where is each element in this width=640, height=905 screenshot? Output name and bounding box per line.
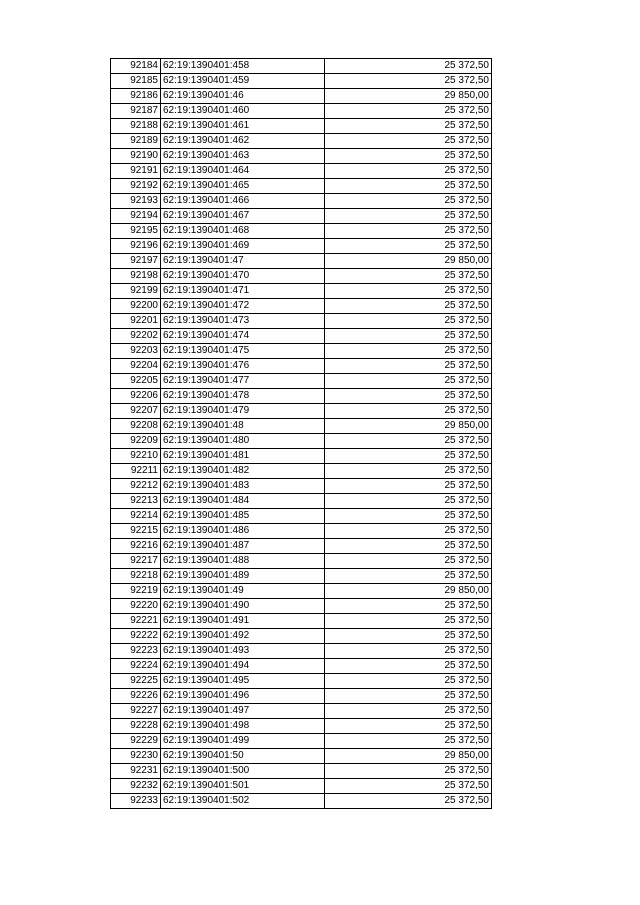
table-row (111, 449, 492, 464)
value-cell: 25 372,50 (325, 494, 492, 509)
value-cell: 25 372,50 (325, 704, 492, 719)
cadastral-number-cell: 62:19:1390401:491 (161, 614, 325, 629)
row-number-cell: 92220 (111, 599, 161, 614)
table-row (111, 74, 492, 89)
value-cell: 29 850,00 (325, 584, 492, 599)
row-number-cell: 92188 (111, 119, 161, 134)
cadastral-number-cell: 62:19:1390401:486 (161, 524, 325, 539)
value-cell: 25 372,50 (325, 179, 492, 194)
row-number-cell: 92209 (111, 434, 161, 449)
value-cell: 25 372,50 (325, 284, 492, 299)
row-number-cell: 92218 (111, 569, 161, 584)
row-number-cell: 92190 (111, 149, 161, 164)
value-cell: 25 372,50 (325, 359, 492, 374)
table-row (111, 209, 492, 224)
cadastral-number-cell: 62:19:1390401:461 (161, 119, 325, 134)
table-row (111, 194, 492, 209)
cadastral-number-cell: 62:19:1390401:490 (161, 599, 325, 614)
row-number-cell: 92208 (111, 419, 161, 434)
table-row (111, 59, 492, 74)
table-row (111, 614, 492, 629)
row-number-cell: 92197 (111, 254, 161, 269)
cadastral-number-cell: 62:19:1390401:477 (161, 374, 325, 389)
cadastral-number-cell: 62:19:1390401:467 (161, 209, 325, 224)
cadastral-number-cell: 62:19:1390401:463 (161, 149, 325, 164)
row-number-cell: 92222 (111, 629, 161, 644)
cadastral-number-cell: 62:19:1390401:496 (161, 689, 325, 704)
value-cell: 25 372,50 (325, 149, 492, 164)
table-row (111, 704, 492, 719)
table-row (111, 719, 492, 734)
table-row (111, 539, 492, 554)
cadastral-number-cell: 62:19:1390401:466 (161, 194, 325, 209)
value-cell: 25 372,50 (325, 794, 492, 809)
value-cell: 25 372,50 (325, 209, 492, 224)
row-number-cell: 92231 (111, 764, 161, 779)
value-cell: 25 372,50 (325, 224, 492, 239)
row-number-cell: 92207 (111, 404, 161, 419)
row-number-cell: 92233 (111, 794, 161, 809)
table-row (111, 404, 492, 419)
cadastral-number-cell: 62:19:1390401:488 (161, 554, 325, 569)
cadastral-number-cell: 62:19:1390401:474 (161, 329, 325, 344)
value-cell: 25 372,50 (325, 554, 492, 569)
row-number-cell: 92219 (111, 584, 161, 599)
cadastral-number-cell: 62:19:1390401:471 (161, 284, 325, 299)
value-cell: 25 372,50 (325, 434, 492, 449)
row-number-cell: 92217 (111, 554, 161, 569)
table-row (111, 644, 492, 659)
table-row (111, 344, 492, 359)
row-number-cell: 92230 (111, 749, 161, 764)
row-number-cell: 92200 (111, 299, 161, 314)
value-cell: 25 372,50 (325, 374, 492, 389)
row-number-cell: 92184 (111, 59, 161, 74)
table-row (111, 764, 492, 779)
value-cell: 25 372,50 (325, 464, 492, 479)
cadastral-number-cell: 62:19:1390401:465 (161, 179, 325, 194)
cadastral-number-cell: 62:19:1390401:464 (161, 164, 325, 179)
table-row (111, 239, 492, 254)
table-row (111, 389, 492, 404)
table-row (111, 779, 492, 794)
row-number-cell: 92185 (111, 74, 161, 89)
cadastral-number-cell: 62:19:1390401:485 (161, 509, 325, 524)
table-row (111, 224, 492, 239)
cadastral-number-cell: 62:19:1390401:459 (161, 74, 325, 89)
row-number-cell: 92229 (111, 734, 161, 749)
cadastral-number-cell: 62:19:1390401:472 (161, 299, 325, 314)
value-cell: 25 372,50 (325, 524, 492, 539)
table-row (111, 269, 492, 284)
value-cell: 25 372,50 (325, 509, 492, 524)
cadastral-number-cell: 62:19:1390401:498 (161, 719, 325, 734)
table-row (111, 554, 492, 569)
table-row (111, 89, 492, 104)
value-cell: 25 372,50 (325, 119, 492, 134)
value-cell: 25 372,50 (325, 569, 492, 584)
row-number-cell: 92194 (111, 209, 161, 224)
row-number-cell: 92191 (111, 164, 161, 179)
row-number-cell: 92215 (111, 524, 161, 539)
cadastral-number-cell: 62:19:1390401:478 (161, 389, 325, 404)
table-row (111, 599, 492, 614)
value-cell: 29 850,00 (325, 89, 492, 104)
cadastral-value-table (110, 58, 492, 809)
value-cell: 25 372,50 (325, 659, 492, 674)
value-cell: 25 372,50 (325, 734, 492, 749)
table-row (111, 329, 492, 344)
table-row (111, 509, 492, 524)
table-body (111, 59, 492, 809)
table-row (111, 119, 492, 134)
value-cell: 25 372,50 (325, 614, 492, 629)
cadastral-number-cell: 62:19:1390401:50 (161, 749, 325, 764)
value-cell: 25 372,50 (325, 539, 492, 554)
table-row (111, 689, 492, 704)
row-number-cell: 92203 (111, 344, 161, 359)
value-cell: 25 372,50 (325, 779, 492, 794)
row-number-cell: 92216 (111, 539, 161, 554)
value-cell: 25 372,50 (325, 329, 492, 344)
row-number-cell: 92213 (111, 494, 161, 509)
table-row (111, 134, 492, 149)
table-row (111, 479, 492, 494)
row-number-cell: 92196 (111, 239, 161, 254)
value-cell: 25 372,50 (325, 449, 492, 464)
row-number-cell: 92189 (111, 134, 161, 149)
row-number-cell: 92186 (111, 89, 161, 104)
cadastral-number-cell: 62:19:1390401:469 (161, 239, 325, 254)
value-cell: 25 372,50 (325, 479, 492, 494)
row-number-cell: 92226 (111, 689, 161, 704)
row-number-cell: 92211 (111, 464, 161, 479)
value-cell: 29 850,00 (325, 254, 492, 269)
cadastral-number-cell: 62:19:1390401:473 (161, 314, 325, 329)
value-cell: 25 372,50 (325, 689, 492, 704)
cadastral-number-cell: 62:19:1390401:49 (161, 584, 325, 599)
cadastral-number-cell: 62:19:1390401:480 (161, 434, 325, 449)
cadastral-number-cell: 62:19:1390401:501 (161, 779, 325, 794)
row-number-cell: 92214 (111, 509, 161, 524)
table-row (111, 794, 492, 809)
table-row (111, 629, 492, 644)
table-row (111, 374, 492, 389)
table-row (111, 584, 492, 599)
table-row (111, 164, 492, 179)
table-row (111, 179, 492, 194)
table-row (111, 659, 492, 674)
cadastral-number-cell: 62:19:1390401:487 (161, 539, 325, 554)
cadastral-number-cell: 62:19:1390401:47 (161, 254, 325, 269)
table-row (111, 359, 492, 374)
row-number-cell: 92201 (111, 314, 161, 329)
row-number-cell: 92232 (111, 779, 161, 794)
cadastral-number-cell: 62:19:1390401:460 (161, 104, 325, 119)
row-number-cell: 92206 (111, 389, 161, 404)
table-row (111, 284, 492, 299)
value-cell: 25 372,50 (325, 674, 492, 689)
cadastral-number-cell: 62:19:1390401:462 (161, 134, 325, 149)
table-row (111, 419, 492, 434)
row-number-cell: 92223 (111, 644, 161, 659)
cadastral-number-cell: 62:19:1390401:458 (161, 59, 325, 74)
row-number-cell: 92224 (111, 659, 161, 674)
table-row (111, 749, 492, 764)
cadastral-number-cell: 62:19:1390401:497 (161, 704, 325, 719)
cadastral-number-cell: 62:19:1390401:499 (161, 734, 325, 749)
value-cell: 25 372,50 (325, 404, 492, 419)
cadastral-number-cell: 62:19:1390401:46 (161, 89, 325, 104)
value-cell: 25 372,50 (325, 599, 492, 614)
row-number-cell: 92205 (111, 374, 161, 389)
row-number-cell: 92210 (111, 449, 161, 464)
table-row (111, 674, 492, 689)
value-cell: 25 372,50 (325, 269, 492, 284)
value-cell: 25 372,50 (325, 764, 492, 779)
table-row (111, 464, 492, 479)
value-cell: 25 372,50 (325, 59, 492, 74)
row-number-cell: 92199 (111, 284, 161, 299)
table-row (111, 434, 492, 449)
value-cell: 25 372,50 (325, 299, 492, 314)
cadastral-number-cell: 62:19:1390401:494 (161, 659, 325, 674)
row-number-cell: 92227 (111, 704, 161, 719)
value-cell: 29 850,00 (325, 749, 492, 764)
cadastral-number-cell: 62:19:1390401:482 (161, 464, 325, 479)
value-cell: 25 372,50 (325, 719, 492, 734)
cadastral-number-cell: 62:19:1390401:475 (161, 344, 325, 359)
cadastral-number-cell: 62:19:1390401:479 (161, 404, 325, 419)
table-row (111, 314, 492, 329)
cadastral-number-cell: 62:19:1390401:476 (161, 359, 325, 374)
table-row (111, 299, 492, 314)
cadastral-number-cell: 62:19:1390401:500 (161, 764, 325, 779)
table-row (111, 494, 492, 509)
table-row (111, 149, 492, 164)
row-number-cell: 92198 (111, 269, 161, 284)
cadastral-number-cell: 62:19:1390401:502 (161, 794, 325, 809)
value-cell: 25 372,50 (325, 314, 492, 329)
cadastral-number-cell: 62:19:1390401:492 (161, 629, 325, 644)
table-row (111, 254, 492, 269)
cadastral-number-cell: 62:19:1390401:495 (161, 674, 325, 689)
cadastral-number-cell: 62:19:1390401:493 (161, 644, 325, 659)
row-number-cell: 92228 (111, 719, 161, 734)
table-row (111, 524, 492, 539)
row-number-cell: 92212 (111, 479, 161, 494)
row-number-cell: 92202 (111, 329, 161, 344)
cadastral-number-cell: 62:19:1390401:48 (161, 419, 325, 434)
value-cell: 25 372,50 (325, 644, 492, 659)
table-row (111, 104, 492, 119)
cadastral-number-cell: 62:19:1390401:484 (161, 494, 325, 509)
row-number-cell: 92195 (111, 224, 161, 239)
row-number-cell: 92193 (111, 194, 161, 209)
cadastral-number-cell: 62:19:1390401:470 (161, 269, 325, 284)
value-cell: 25 372,50 (325, 74, 492, 89)
value-cell: 25 372,50 (325, 389, 492, 404)
value-cell: 25 372,50 (325, 239, 492, 254)
row-number-cell: 92192 (111, 179, 161, 194)
value-cell: 25 372,50 (325, 164, 492, 179)
value-cell: 25 372,50 (325, 344, 492, 359)
value-cell: 25 372,50 (325, 629, 492, 644)
value-cell: 29 850,00 (325, 419, 492, 434)
cadastral-number-cell: 62:19:1390401:468 (161, 224, 325, 239)
row-number-cell: 92221 (111, 614, 161, 629)
table-row (111, 569, 492, 584)
value-cell: 25 372,50 (325, 104, 492, 119)
row-number-cell: 92225 (111, 674, 161, 689)
value-cell: 25 372,50 (325, 194, 492, 209)
cadastral-number-cell: 62:19:1390401:489 (161, 569, 325, 584)
row-number-cell: 92187 (111, 104, 161, 119)
row-number-cell: 92204 (111, 359, 161, 374)
table-row (111, 734, 492, 749)
cadastral-number-cell: 62:19:1390401:481 (161, 449, 325, 464)
value-cell: 25 372,50 (325, 134, 492, 149)
cadastral-number-cell: 62:19:1390401:483 (161, 479, 325, 494)
